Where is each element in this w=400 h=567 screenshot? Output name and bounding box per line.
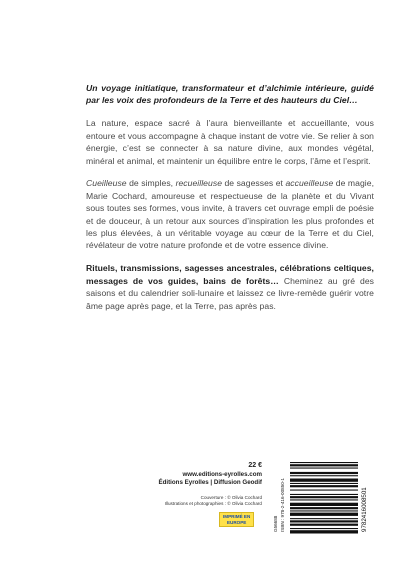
barcode-graphic (270, 458, 370, 536)
blurb-lead: Un voyage initiatique, transformateur et d’alchimie intérieure, guidé par les voix des profondeurs de la Terre et des hauteurs du Ciel… (86, 83, 374, 106)
barcode-bar (290, 462, 358, 463)
barcode-bar (290, 528, 358, 529)
barcode-bar (290, 530, 358, 533)
blurb-text-2: de sagesses et (222, 178, 286, 189)
barcode-bar (290, 518, 358, 519)
blurb-text-3: de magie, Marie Cochard, amoureuse et respectueuse de la planète et du Vivant sous toutes ses formes, vous invite, à travers cet ouvrage empli de poésie et de douceur, à un retour aux sources d’inspiration les plus profondes et les plus élevées, à un véritable voyage au cœur de la Terre et du Ciel, révélateur de votre nature profonde et de votre essence divine. (86, 178, 375, 251)
barcode-bar (290, 524, 358, 526)
barcode-ean: 9782416008501 (361, 487, 368, 532)
barcode-block (270, 458, 370, 536)
barcode-bar (290, 468, 358, 469)
cover-blurb (86, 82, 374, 323)
price: 22 € (248, 462, 262, 469)
word-recueilleuse: recueilleuse (175, 178, 223, 189)
printed-line-2: EUROPE (226, 519, 247, 525)
barcode-bar (290, 507, 358, 509)
barcode-bar (290, 485, 358, 487)
barcode-bar (290, 510, 358, 511)
printed-in-europe-logo (219, 512, 254, 527)
barcode-bar (290, 483, 358, 484)
barcode-bar (290, 475, 358, 476)
word-accueilleuse: accueilleuse (285, 178, 334, 189)
barcode-bar (290, 520, 358, 522)
barcode-bar (290, 503, 358, 506)
credit-photos: Illustrations et photographies : © Olivia Cochard (164, 501, 262, 507)
publisher-line: Éditions Eyrolles | Diffusion Geodif (158, 479, 262, 487)
barcode-bar (290, 464, 358, 466)
credit-cover: Couverture : © Olivia Cochard (200, 495, 262, 500)
printed-line-1: IMPRIMÉ EN (223, 514, 251, 519)
barcode-bar (290, 513, 358, 516)
publisher-url: www.editions-eyrolles.com (182, 471, 262, 478)
blurb-paragraph-nature: La nature, espace sacré à l’aura bienveillante et accueillante, vous entoure et vous accompagne à chaque instant de votre vie. Se relier à son énergie, c’est se connecter à sa nature divine, aux mondes végétal, minéral et animal, et maintenir un équilibre entre le corps, l’âme et l’esprit. (86, 118, 374, 166)
blurb-rituals-rest: Cheminez au gré des saisons et du calendrier soli-lunaire et laissez ce livre-remède guérir votre âme page après page, et la Terre, pas après pas. (86, 275, 374, 311)
barcode-bar (290, 494, 358, 495)
barcode-bar (290, 479, 358, 482)
word-cueilleuse: Cueilleuse (86, 178, 127, 189)
barcode-isbn: ISBN : 978-2-416-00850-1 (280, 478, 285, 532)
image-credits (165, 495, 262, 507)
blurb-rituals-bold: Rituels, transmissions, sagesses ancestrales, célébrations celtiques, messages de vos guides, bains de forêts… (86, 263, 374, 286)
publisher-info (159, 471, 263, 488)
barcode-bar (290, 496, 358, 498)
barcode-code: G56688 (273, 515, 278, 532)
barcode-bars (290, 462, 358, 534)
blurb-text-1: de simples, (126, 178, 176, 189)
barcode-bar (290, 499, 358, 500)
barcode-bar (290, 472, 358, 474)
barcode-bar (290, 490, 358, 491)
blurb-paragraph-author (86, 177, 374, 251)
blurb-paragraph-rituals (86, 262, 374, 312)
